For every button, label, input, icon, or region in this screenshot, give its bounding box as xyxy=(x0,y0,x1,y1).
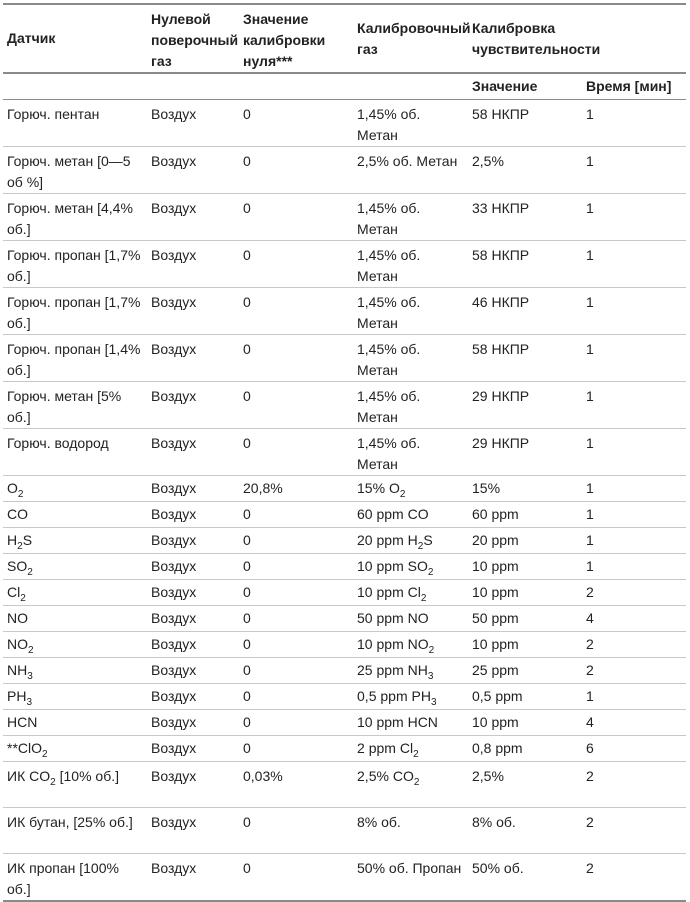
cell-zero-value: 0 xyxy=(243,105,251,122)
cell-cal-gas: 1,45% об. Метан xyxy=(357,434,421,472)
cell-zero-value: 0 xyxy=(243,859,251,876)
cell-cal-gas: 50 ppm NO xyxy=(357,609,429,626)
table-row xyxy=(3,807,686,853)
header-blank-4 xyxy=(353,73,468,99)
table-row xyxy=(3,709,686,735)
cell-sensor: Горюч. пропан [1,7% об.] xyxy=(7,293,141,331)
cell-cal-gas: 25 ppm $NH_3$ xyxy=(357,661,434,682)
table-row xyxy=(3,240,686,287)
cell-sensitivity-value: 60 ppm xyxy=(472,505,519,522)
cell-zero-value: 0 xyxy=(243,531,251,548)
cell-zero-gas: Воздух xyxy=(151,661,197,678)
cell-cal-gas: 2 ppm $Cl_2$ xyxy=(357,739,419,760)
cell-sensitivity-value: 50% об. xyxy=(472,859,524,876)
table-row xyxy=(3,579,686,605)
cell-cal-gas: 1,45% об. Метан xyxy=(357,340,421,378)
cell-zero-gas: Воздух xyxy=(151,859,197,876)
cell-zero-gas: Воздух xyxy=(151,340,197,357)
table-row xyxy=(3,428,686,475)
cell-zero-value: 0 xyxy=(243,434,251,451)
cell-sensor: $NO_2$ xyxy=(7,635,34,656)
table-row xyxy=(3,683,686,709)
cell-sensor: NO xyxy=(7,609,28,626)
cell-time: 1 xyxy=(586,105,594,122)
table-row xyxy=(3,287,686,334)
cell-zero-value: 0 xyxy=(243,340,251,357)
cell-sensor: CO xyxy=(7,505,28,522)
header-blank-3 xyxy=(239,73,353,99)
cell-time: 2 xyxy=(586,635,594,652)
table-row xyxy=(3,735,686,761)
cell-time: 6 xyxy=(586,739,594,756)
cell-sensor: Горюч. пропан [1,4% об.] xyxy=(7,340,141,378)
cell-zero-gas: Воздух xyxy=(151,583,197,600)
cell-zero-value: 20,8% xyxy=(243,479,283,496)
cell-zero-gas: Воздух xyxy=(151,505,197,522)
table-row xyxy=(3,146,686,193)
cell-zero-value: 0 xyxy=(243,713,251,730)
cell-zero-gas: Воздух xyxy=(151,687,197,704)
cell-zero-gas: Воздух xyxy=(151,635,197,652)
cell-sensitivity-value: 10 ppm xyxy=(472,713,519,730)
cell-zero-value: 0 xyxy=(243,557,251,574)
cell-cal-gas: 8% об. xyxy=(357,813,401,830)
cell-sensitivity-value: 2,5% xyxy=(472,767,504,784)
cell-sensor: ИК $CO_2$ [10% об.] xyxy=(7,767,120,788)
cell-sensitivity-value: 29 НКПР xyxy=(472,434,530,451)
cell-sensitivity-value: 58 НКПР xyxy=(472,340,530,357)
cell-zero-gas: Воздух xyxy=(151,434,197,451)
cell-sensor: $PH_3$ xyxy=(7,687,33,708)
cell-time: 1 xyxy=(586,531,594,548)
cell-zero-value: 0 xyxy=(243,199,251,216)
cell-time: 2 xyxy=(586,813,594,830)
cell-zero-value: 0 xyxy=(243,246,251,263)
cell-sensor: $O_2$ xyxy=(7,479,24,500)
cell-zero-gas: Воздух xyxy=(151,387,197,404)
cell-zero-value: 0 xyxy=(243,152,251,169)
cell-sensitivity-value: 25 ppm xyxy=(472,661,519,678)
cell-sensitivity-value: 2,5% xyxy=(472,152,504,169)
table-row xyxy=(3,99,686,146)
cell-zero-value: 0 xyxy=(243,583,251,600)
table-row xyxy=(3,475,686,501)
table-body xyxy=(3,99,686,901)
cell-sensitivity-value: 15% xyxy=(472,479,501,496)
cell-time: 1 xyxy=(586,340,594,357)
cell-sensor: Горюч. водород xyxy=(7,434,109,451)
cell-cal-gas: 10 ppm $NO_2$ xyxy=(357,635,435,656)
cell-sensitivity-value: 29 НКПР xyxy=(472,387,530,404)
cell-zero-gas: Воздух xyxy=(151,199,197,216)
cell-sensitivity-value: 0,8 ppm xyxy=(472,739,523,756)
cell-cal-gas: 15% $O_2$ xyxy=(357,479,406,500)
cell-zero-value: 0 xyxy=(243,739,251,756)
cell-time: 2 xyxy=(586,859,594,876)
cell-sensitivity-value: 10 ppm xyxy=(472,635,519,652)
header-cal-gas: Калибровочный газ xyxy=(357,19,471,57)
cell-cal-gas: 1,45% об. Метан xyxy=(357,105,421,143)
cell-zero-gas: Воздух xyxy=(151,713,197,730)
table-row xyxy=(3,501,686,527)
cell-sensor: ИК бутан, [25% об.] xyxy=(7,813,133,830)
cell-sensitivity-value: 8% об. xyxy=(472,813,516,830)
cell-sensitivity-value: 20 ppm xyxy=(472,531,519,548)
cell-cal-gas: 2,5% $CO_2$ xyxy=(357,767,420,788)
cell-time: 4 xyxy=(586,713,594,730)
table-row xyxy=(3,193,686,240)
cell-zero-value: 0 xyxy=(243,661,251,678)
cell-zero-gas: Воздух xyxy=(151,767,197,784)
cell-time: 1 xyxy=(586,293,594,310)
table-row xyxy=(3,605,686,631)
cell-sensor: Горюч. пропан [1,7% об.] xyxy=(7,246,141,284)
table-row xyxy=(3,853,686,901)
cell-sensor: ИК пропан [100% об.] xyxy=(7,859,119,897)
header-zero-gas: Нулевой поверочный газ xyxy=(151,11,239,69)
table-row xyxy=(3,334,686,381)
cell-time: 2 xyxy=(586,583,594,600)
table-header xyxy=(3,4,686,99)
cell-cal-gas: 1,45% об. Метан xyxy=(357,199,421,237)
cell-time: 1 xyxy=(586,387,594,404)
cell-zero-gas: Воздух xyxy=(151,557,197,574)
cell-cal-gas: 10 ppm HCN xyxy=(357,713,438,730)
cell-zero-gas: Воздух xyxy=(151,479,197,496)
header-sensor: Датчик xyxy=(7,30,56,46)
cell-cal-gas: 1,45% об. Метан xyxy=(357,387,421,425)
cell-sensor: $SO_2$ xyxy=(7,557,33,578)
cell-zero-value: 0 xyxy=(243,387,251,404)
header-value: Значение xyxy=(472,78,538,94)
header-blank-2 xyxy=(147,73,239,99)
cell-time: 1 xyxy=(586,152,594,169)
cell-cal-gas: 60 ppm CO xyxy=(357,505,429,522)
cell-zero-value: 0 xyxy=(243,635,251,652)
cell-zero-value: 0,03% xyxy=(243,767,283,784)
table-row xyxy=(3,381,686,428)
cell-zero-gas: Воздух xyxy=(151,609,197,626)
cell-zero-gas: Воздух xyxy=(151,105,197,122)
cell-sensor: Горюч. пентан xyxy=(7,105,100,122)
cell-cal-gas: 1,45% об. Метан xyxy=(357,246,421,284)
cell-time: 1 xyxy=(586,199,594,216)
cell-time: 1 xyxy=(586,557,594,574)
header-time: Время [мин] xyxy=(586,78,672,94)
cell-zero-value: 0 xyxy=(243,293,251,310)
cell-zero-value: 0 xyxy=(243,505,251,522)
cell-sensitivity-value: 33 НКПР xyxy=(472,199,530,216)
table-row xyxy=(3,631,686,657)
cell-zero-gas: Воздух xyxy=(151,246,197,263)
cell-cal-gas: 10 ppm $SO_2$ xyxy=(357,557,434,578)
cell-sensor: **ClO$_2$ xyxy=(7,739,48,760)
table-row xyxy=(3,527,686,553)
cell-sensor: $H_2S$ xyxy=(7,531,33,552)
cell-cal-gas: 20 ppm $H_2S$ xyxy=(357,531,433,552)
cell-sensitivity-value: 0,5 ppm xyxy=(472,687,523,704)
cell-zero-gas: Воздух xyxy=(151,813,197,830)
cell-zero-gas: Воздух xyxy=(151,531,197,548)
cell-time: 1 xyxy=(586,687,594,704)
cell-sensor: Горюч. метан [0—5 об %] xyxy=(7,152,131,190)
cell-sensitivity-value: 58 НКПР xyxy=(472,246,530,263)
cell-cal-gas: 50% об. Пропан xyxy=(357,859,462,876)
cell-sensor: HCN xyxy=(7,713,38,730)
header-sensitivity-calibration: Калибровка чувствительности xyxy=(472,19,601,57)
cell-time: 1 xyxy=(586,479,594,496)
header-blank-1 xyxy=(3,73,147,99)
cell-time: 2 xyxy=(586,767,594,784)
cell-sensitivity-value: 10 ppm xyxy=(472,583,519,600)
cell-zero-value: 0 xyxy=(243,687,251,704)
cell-zero-value: 0 xyxy=(243,813,251,830)
cell-time: 1 xyxy=(586,505,594,522)
cell-sensor: Горюч. метан [4,4% об.] xyxy=(7,199,133,237)
cell-cal-gas: 2,5% об. Метан xyxy=(357,152,458,169)
cell-time: 1 xyxy=(586,246,594,263)
table-row xyxy=(3,553,686,579)
cell-sensor: $Cl_2$ xyxy=(7,583,26,604)
cell-sensor: $NH_3$ xyxy=(7,661,33,682)
table-row xyxy=(3,657,686,683)
cell-zero-value: 0 xyxy=(243,609,251,626)
cell-sensitivity-value: 50 ppm xyxy=(472,609,519,626)
cell-sensitivity-value: 58 НКПР xyxy=(472,105,530,122)
cell-cal-gas: 0,5 ppm $PH_3$ xyxy=(357,687,437,708)
cell-sensitivity-value: 46 НКПР xyxy=(472,293,530,310)
cell-time: 4 xyxy=(586,609,594,626)
cell-time: 2 xyxy=(586,661,594,678)
table-row xyxy=(3,761,686,807)
cell-cal-gas: 1,45% об. Метан xyxy=(357,293,421,331)
cell-zero-gas: Воздух xyxy=(151,293,197,310)
cell-zero-gas: Воздух xyxy=(151,739,197,756)
cell-time: 1 xyxy=(586,434,594,451)
header-zero-value: Значение калибровки нуля*** xyxy=(243,11,326,69)
cell-sensitivity-value: 10 ppm xyxy=(472,557,519,574)
cell-sensor: Горюч. метан [5% об.] xyxy=(7,387,122,425)
cell-zero-gas: Воздух xyxy=(151,152,197,169)
cell-cal-gas: 10 ppm $Cl_2$ xyxy=(357,583,427,604)
calibration-table xyxy=(3,3,686,902)
